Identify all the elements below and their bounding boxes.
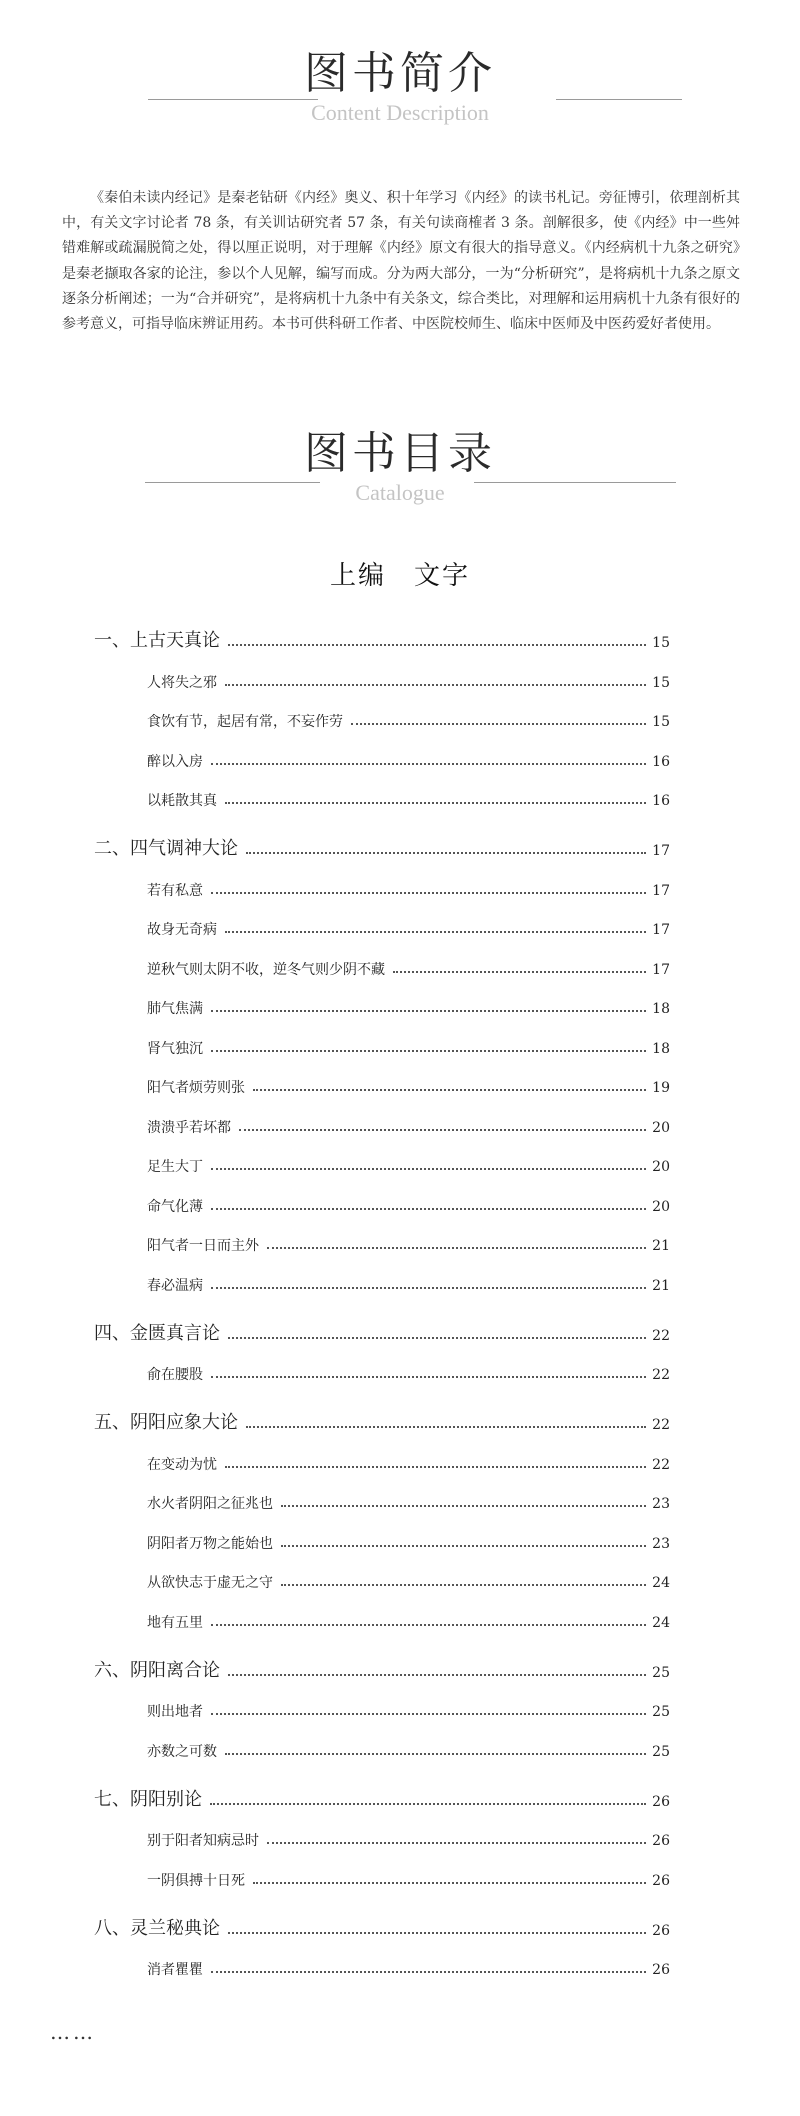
toc-entry-title: 从欲快志于虚无之守 [147,1575,273,1591]
toc-subsection-row [147,1269,670,1293]
toc-entry-title: 四、金匮真言论 [94,1323,220,1344]
toc-page-number: 25 [652,1665,670,1681]
toc-page-number: 26 [652,1962,670,1978]
toc-subsection-row [147,1358,670,1382]
toc-page-number: 15 [652,635,670,651]
toc-leader-dots [228,1337,646,1339]
toc-entry-title: 肾气独沉 [147,1041,203,1057]
intro-paragraph: 《秦伯未读内经记》是秦老钻研《内经》奥义、积十年学习《内经》的读书札记。旁征博引，依理剖析其中，有关文字讨论者 78 条，有关训诂研究者 57 条，有关句读商榷者 3 条。剖解很多，使《内经》中一些舛错难解或疏漏脱简之处，得以厘正说明，对于理解《内经》原文有很大的指导意义。《内经病机十九条之研究》是秦老撷取各家的论注，参以个人见解，编写而成。分为两大部分，一为“分析研究”，是将病机十九条之原文逐条分析阐述；一为“合并研究”，是将病机十九条中有关条文，综合类比，对理解和运用病机十九条有很好的参考意义，可指导临床辨证用药。本书可供科研工作者、中医院校师生、临床中医师及中医药爱好者使用。 [62,190,740,333]
toc-entry-title: 一、上古天真论 [94,630,220,651]
toc-leader-dots [228,644,646,646]
toc-page-number: 21 [652,1238,670,1254]
toc-leader-dots [253,1089,646,1091]
toc-leader-dots [211,1010,646,1012]
toc-leader-dots [225,931,646,933]
toc-leader-dots [225,1753,646,1755]
toc-page-number: 20 [652,1199,670,1215]
toc-entry-title: 肺气焦满 [147,1001,203,1017]
toc-page-number: 26 [652,1794,670,1810]
toc-entry-title: 地有五里 [147,1615,203,1631]
toc-entry-title: 六、阴阳离合论 [94,1660,220,1681]
toc-page-number: 24 [652,1615,670,1631]
toc-entry-title: 七、阴阳别论 [94,1789,202,1810]
toc-page-number: 20 [652,1159,670,1175]
toc-leader-dots [246,852,646,854]
toc-subsection-row [147,1824,670,1848]
toc-subsection-row [147,1864,670,1888]
toc-page-number: 16 [652,793,670,809]
toc-subsection-row [147,1487,670,1511]
toc-leader-dots [211,1168,646,1170]
toc-entry-title: 八、灵兰秘典论 [94,1918,220,1939]
intro-subtitle: Content Description [311,100,489,125]
toc-leader-dots [351,723,646,725]
toc-subsection-row [147,705,670,729]
toc-page-number: 22 [652,1417,670,1433]
toc-subsection-row [147,1190,670,1214]
toc-page-number: 21 [652,1278,670,1294]
toc-leader-dots [211,1050,646,1052]
toc-subsection-row [147,745,670,769]
toc-subsection-row [147,874,670,898]
toc-chapter-row [94,1656,670,1680]
toc-subsection-row [147,953,670,977]
toc-chapter-row [94,1785,670,1809]
toc-page-number: 17 [652,883,670,899]
toc-leader-dots [281,1545,646,1547]
toc-page-number: 15 [652,675,670,691]
toc-page-number: 22 [652,1367,670,1383]
toc-entry-title: 别于阳者知病忌时 [147,1833,259,1849]
toc-leader-dots [211,1208,646,1210]
toc-leader-dots [225,1466,646,1468]
toc-entry-title: 命气化薄 [147,1199,203,1215]
toc-leader-dots [225,802,646,804]
toc-entry-title: 亦数之可数 [147,1744,217,1760]
intro-title: 图书简介 [304,48,496,99]
toc-subsection-row [147,1606,670,1630]
toc-leader-dots [211,1971,646,1973]
toc-page-number: 20 [652,1120,670,1136]
toc-entry-title: 水火者阴阳之征兆也 [147,1496,273,1512]
toc-entry-title: 俞在腰股 [147,1367,203,1383]
toc-subsection-row [147,1071,670,1095]
toc-chapter-row [94,626,670,650]
toc-page-number: 25 [652,1704,670,1720]
toc-leader-dots [281,1505,646,1507]
toc-leader-dots [211,763,646,765]
toc-entry-title: 春必温病 [147,1278,203,1294]
toc-leader-dots [211,1624,646,1626]
toc-entry-title: 则出地者 [147,1704,203,1720]
toc-entry-title: 人将失之邪 [147,675,217,691]
toc-chapter-row [94,1914,670,1938]
toc-leader-dots [246,1426,646,1428]
continuation-ellipsis: …… [50,2020,96,2044]
toc-subsection-row [147,1150,670,1174]
toc-page-number: 18 [652,1001,670,1017]
toc-subsection-row [147,1111,670,1135]
toc-page-number: 24 [652,1575,670,1591]
toc-leader-dots [393,971,646,973]
toc-leader-dots [211,1287,646,1289]
toc-entry-title: 故身无奇病 [147,922,217,938]
toc-entry-title: 阳气者一日而主外 [147,1238,259,1254]
toc-page-number: 23 [652,1536,670,1552]
toc-chapter-row [94,834,670,858]
toc-page-number: 22 [652,1328,670,1344]
toc-page-number: 17 [652,843,670,859]
toc-subsection-row [147,992,670,1016]
toc-leader-dots [228,1932,646,1934]
toc-entry-title: 阴阳者万物之能始也 [147,1536,273,1552]
toc-subsection-row [147,913,670,937]
toc-page-number: 18 [652,1041,670,1057]
toc-chapter-row [94,1408,670,1432]
toc-leader-dots [210,1803,646,1805]
toc-leader-dots [225,684,646,686]
toc-entry-title: 足生大丁 [147,1159,203,1175]
toc-leader-dots [253,1882,646,1884]
toc-leader-dots [211,1376,646,1378]
toc-entry-title: 一阴俱搏十日死 [147,1873,245,1889]
toc-page-number: 26 [652,1873,670,1889]
toc-entry-title: 消者瞿瞿 [147,1962,203,1978]
toc-subsection-row [147,1953,670,1977]
toc-leader-dots [228,1674,646,1676]
part-title: 上编 文字 [329,561,470,591]
toc-subsection-row [147,1566,670,1590]
toc-page-number: 26 [652,1923,670,1939]
toc-entry-title: 以耗散其真 [147,793,217,809]
toc-entry-title: 在变动为忧 [147,1457,217,1473]
catalogue-title: 图书目录 [304,428,496,479]
toc-page-number: 15 [652,714,670,730]
toc-entry-title: 若有私意 [147,883,203,899]
toc-entry-title: 二、四气调神大论 [94,838,238,859]
toc-subsection-row [147,784,670,808]
toc-chapter-row [94,1319,670,1343]
toc-entry-title: 阳气者烦劳则张 [147,1080,245,1096]
toc-page-number: 16 [652,754,670,770]
toc-entry-title: 溃溃乎若坏都 [147,1120,231,1136]
toc-subsection-row [147,1527,670,1551]
toc-subsection-row [147,1448,670,1472]
toc-page-number: 25 [652,1744,670,1760]
toc-leader-dots [239,1129,646,1131]
catalogue-subtitle: Catalogue [355,480,445,505]
toc-page-number: 26 [652,1833,670,1849]
toc-leader-dots [211,1713,646,1715]
toc-page-number: 17 [652,922,670,938]
toc-entry-title: 食饮有节，起居有常，不妄作劳 [147,714,343,730]
toc-subsection-row [147,1229,670,1253]
toc-leader-dots [267,1842,646,1844]
toc-leader-dots [281,1584,646,1586]
toc-page-number: 19 [652,1080,670,1096]
toc-entry-title: 醉以入房 [147,754,203,770]
toc-page-number: 17 [652,962,670,978]
toc-subsection-row [147,666,670,690]
toc-subsection-row [147,1735,670,1759]
toc-leader-dots [211,892,646,894]
toc-leader-dots [267,1247,646,1249]
toc-page-number: 23 [652,1496,670,1512]
toc-subsection-row [147,1032,670,1056]
toc-entry-title: 五、阴阳应象大论 [94,1412,238,1433]
toc-subsection-row [147,1695,670,1719]
toc-entry-title: 逆秋气则太阴不收，逆冬气则少阴不藏 [147,962,385,978]
toc-page-number: 22 [652,1457,670,1473]
